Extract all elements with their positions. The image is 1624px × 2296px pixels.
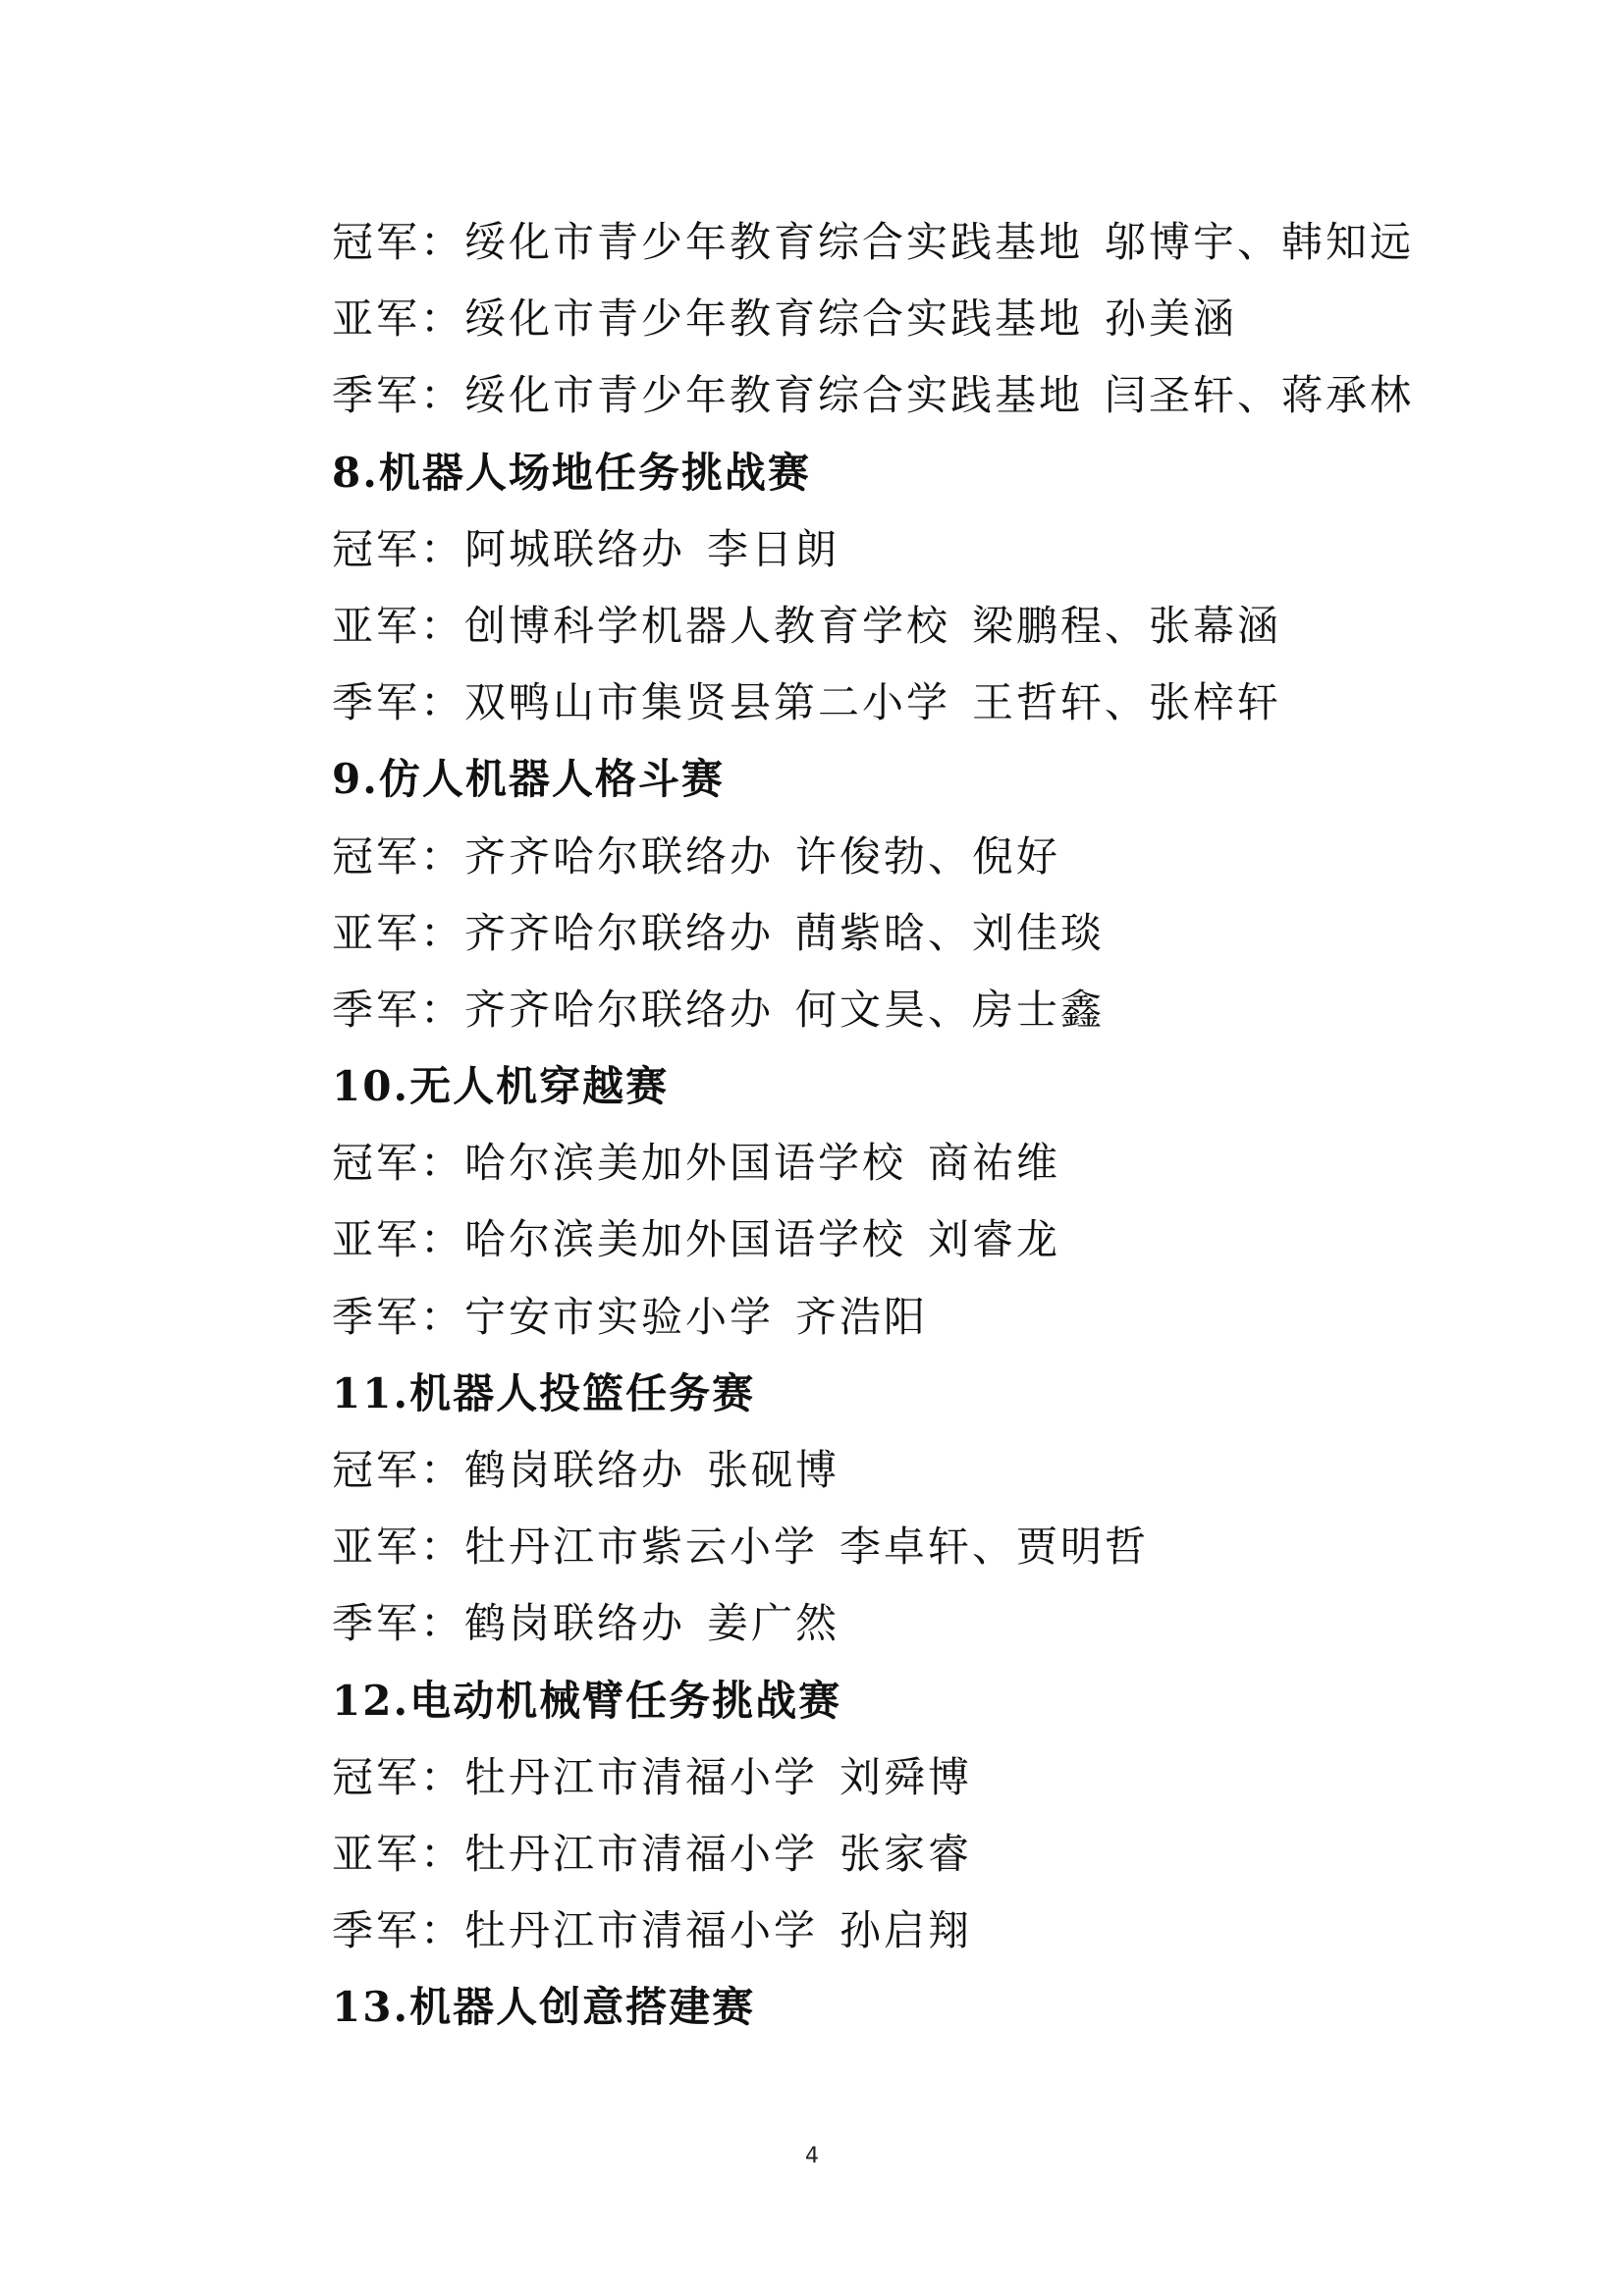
award-school: 齐齐哈尔联络办 (464, 831, 775, 881)
award-rank: 季军： (332, 678, 465, 727)
award-names: 邬博宇、韩知远 (1105, 218, 1415, 266)
award-names: 孙启翔 (839, 1906, 973, 1955)
award-names: 孙美涵 (1105, 294, 1238, 344)
award-line (332, 1279, 1412, 1356)
award-line (332, 895, 1412, 972)
competition-heading: 13.机器人创意搭建赛 (332, 1983, 756, 2032)
award-line (332, 511, 1412, 588)
award-names: 李卓轩、贾明哲 (839, 1522, 1150, 1572)
award-rank: 亚军： (332, 1522, 465, 1572)
award-rank: 冠军： (332, 831, 465, 881)
award-rank: 冠军： (332, 1446, 465, 1494)
award-rank: 亚军： (332, 1829, 465, 1878)
award-school: 绥化市青少年教育综合实践基地 (464, 218, 1084, 266)
award-names: 闫圣轩、蒋承林 (1105, 371, 1415, 420)
award-school: 双鸭山市集贤县第二小学 (464, 678, 951, 727)
award-rank: 冠军： (332, 524, 465, 573)
award-names: 许俊勃、倪好 (795, 831, 1061, 881)
award-school: 创博科学机器人教育学校 (464, 601, 951, 650)
award-school: 哈尔滨美加外国语学校 (464, 1139, 907, 1188)
page-number: 4 (805, 2144, 819, 2168)
award-school: 鹤岗联络办 (464, 1446, 686, 1494)
competition-heading: 10.无人机穿越赛 (332, 1062, 670, 1111)
award-rank: 季军： (332, 1599, 465, 1648)
award-school: 宁安市实验小学 (464, 1292, 775, 1341)
award-names: 蔄紫晗、刘佳琰 (795, 908, 1106, 957)
award-names: 张砚博 (707, 1446, 840, 1494)
award-school: 牡丹江市清福小学 (464, 1752, 819, 1801)
award-school: 齐齐哈尔联络办 (464, 985, 775, 1034)
award-names: 刘睿龙 (928, 1215, 1061, 1264)
award-school: 齐齐哈尔联络办 (464, 908, 775, 957)
award-rank: 季军： (332, 985, 465, 1034)
award-line (332, 1739, 1412, 1816)
award-school: 绥化市青少年教育综合实践基地 (464, 294, 1084, 344)
award-rank: 季军： (332, 1292, 465, 1341)
award-line (332, 588, 1412, 665)
award-names: 刘舜博 (839, 1752, 973, 1801)
award-rank: 亚军： (332, 601, 465, 650)
award-line (332, 204, 1415, 281)
award-line (332, 972, 1412, 1048)
award-school: 牡丹江市清福小学 (464, 1906, 819, 1955)
results-list (332, 204, 1415, 2047)
award-names: 王哲轩、张梓轩 (972, 678, 1282, 727)
award-line (332, 1893, 1412, 1969)
award-rank: 冠军： (332, 1139, 465, 1188)
award-line (332, 1509, 1412, 1585)
award-school: 鹤岗联络办 (464, 1599, 686, 1648)
award-school: 哈尔滨美加外国语学校 (464, 1215, 907, 1264)
award-line (332, 1201, 1412, 1278)
award-rank: 亚军： (332, 908, 465, 957)
award-names: 齐浩阳 (795, 1292, 929, 1341)
award-rank: 冠军： (332, 218, 465, 266)
award-line (332, 1585, 1412, 1662)
award-line (332, 665, 1412, 741)
award-line (332, 357, 1415, 434)
award-names: 姜广然 (707, 1599, 840, 1648)
award-school: 阿城联络办 (464, 524, 686, 573)
award-line (332, 281, 1412, 357)
award-rank: 季军： (332, 371, 465, 420)
award-rank: 季军： (332, 1906, 465, 1955)
competition-heading: 9.仿人机器人格斗赛 (332, 755, 725, 804)
award-school: 牡丹江市清福小学 (464, 1829, 819, 1878)
award-names: 商祐维 (928, 1139, 1061, 1188)
award-line (332, 819, 1412, 895)
award-names: 李日朗 (707, 524, 840, 573)
award-rank: 亚军： (332, 1215, 465, 1264)
award-line (332, 1125, 1412, 1201)
competition-heading: 11.机器人投篮任务赛 (332, 1368, 756, 1417)
award-names: 梁鹏程、张幕涵 (972, 601, 1282, 650)
award-school: 绥化市青少年教育综合实践基地 (464, 371, 1084, 420)
award-names: 张家睿 (839, 1829, 973, 1878)
award-rank: 亚军： (332, 294, 465, 344)
award-line (332, 1432, 1412, 1509)
award-names: 何文昊、房士鑫 (795, 985, 1106, 1034)
competition-heading: 8.机器人场地任务挑战赛 (332, 448, 811, 497)
competition-heading: 12.电动机械臂任务挑战赛 (332, 1676, 842, 1725)
award-school: 牡丹江市紫云小学 (464, 1522, 819, 1572)
award-line (332, 1816, 1412, 1893)
award-rank: 冠军： (332, 1752, 465, 1801)
